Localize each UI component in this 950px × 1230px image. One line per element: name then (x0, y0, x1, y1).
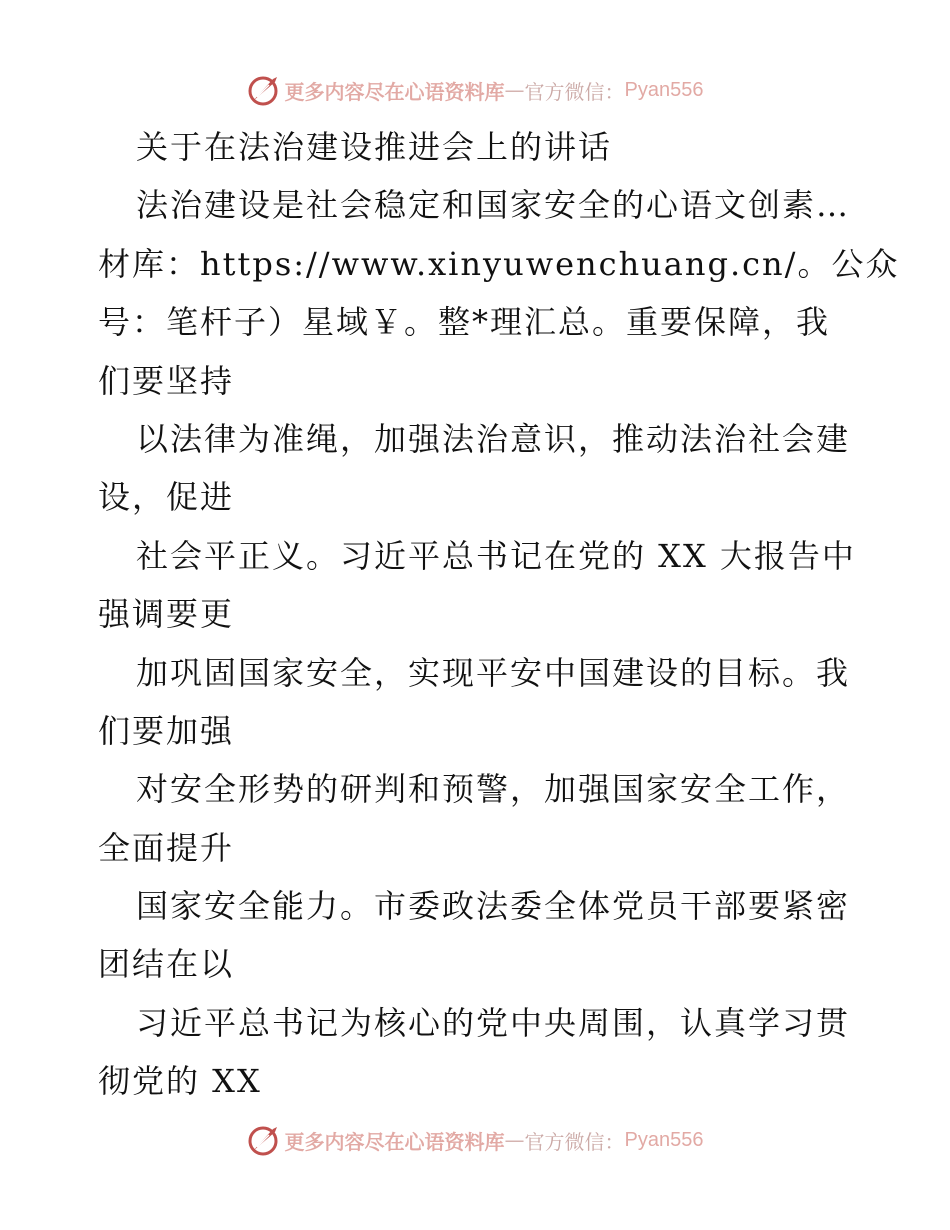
text-line: 国家安全能力。市委政法委全体党员干部要紧密 (136, 887, 851, 926)
text-line: 们要坚持 (98, 361, 235, 400)
banner-dash: — (504, 78, 525, 102)
header-banner (0, 70, 950, 110)
banner-dash: — (504, 1128, 525, 1152)
text-line: 全面提升 (98, 828, 235, 867)
text-line: 们要加强 (98, 711, 235, 750)
text-line: 号：笔杆子）星域￥。整*理汇总。重要保障，我 (98, 303, 831, 342)
footer-banner (0, 1120, 950, 1160)
text-line: 加巩固国家安全，实现平安中国建设的目标。我 (136, 653, 851, 692)
banner-slogan: 更多内容尽在心语资料库 (284, 1129, 505, 1154)
text-line: 团结在以 (98, 945, 235, 984)
text-line: 对安全形势的研判和预警，加强国家安全工作， (136, 770, 851, 809)
text-line: 社会平正义。习近平总书记在党的 XX 大报告中 (136, 536, 856, 575)
quill-logo-icon (247, 73, 281, 107)
text-line: 以法律为准绳，加强法治意识，推动法治社会建 (136, 419, 851, 458)
text-line: 彻党的 XX (98, 1062, 262, 1101)
text-line: 材库：https://www.xinyuwenchuang.cn/。公众 (98, 244, 900, 283)
text-line: 强调要更 (98, 595, 235, 634)
banner-wechat-label: 官方微信： (524, 1129, 625, 1154)
document-body (98, 118, 900, 1111)
text-line: 习近平总书记为核心的党中央周围，认真学习贯 (136, 1003, 851, 1042)
banner-wechat-id: Pyan556 (624, 78, 704, 101)
text-line: 设，促进 (98, 478, 235, 517)
banner-wechat-id: Pyan556 (624, 1128, 704, 1151)
banner-wechat-label: 官方微信： (524, 79, 625, 104)
quill-logo-icon (247, 1123, 281, 1157)
text-line: 关于在法治建设推进会上的讲话 (136, 128, 613, 166)
text-line: 法治建设是社会稳定和国家安全的心语文创素… (136, 186, 851, 225)
banner-slogan: 更多内容尽在心语资料库 (284, 79, 505, 104)
